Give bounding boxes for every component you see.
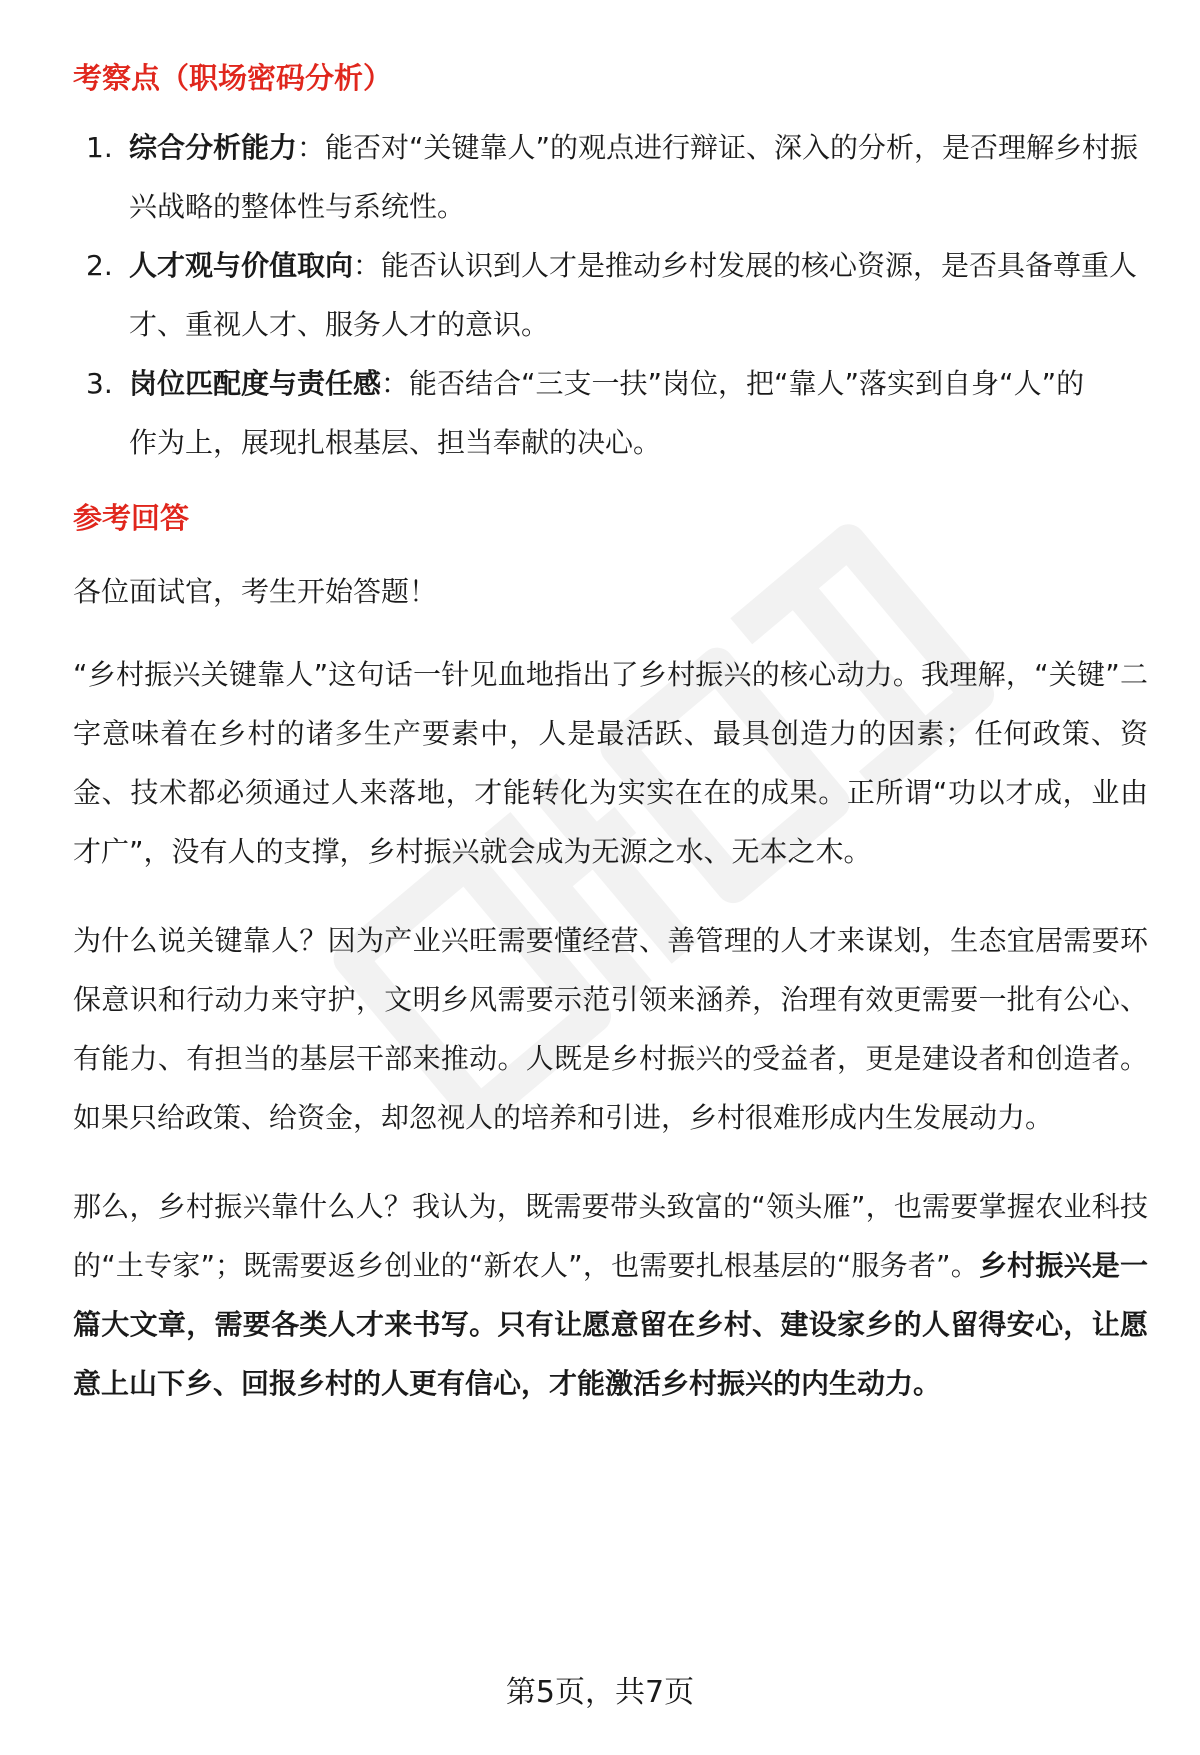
list-item-number: 1. [86,131,113,164]
list-item-separator: ： [353,249,382,282]
list-item [73,118,1148,236]
list-item-number: 3. [86,367,113,400]
document-content [73,58,1148,1443]
list-item-title: 岗位匹配度与责任感 [129,367,382,400]
list-item-separator: ： [381,367,410,400]
paragraph-3 [73,1177,1148,1413]
exam-points-list [73,118,1148,472]
answer-heading: 参考回答 [73,501,190,535]
exam-points-heading: 考察点（职场密码分析） [73,61,393,95]
list-item-text: 能否对“关键靠人”的观点进行辩证、深入的分析，是否理解乡村振兴战略的整体性与系统性。 [129,131,1139,223]
list-item-number: 2. [86,249,113,282]
list-item [73,354,1148,472]
paragraph-1: “乡村振兴关键靠人”这句话一针见血地指出了乡村振兴的核心动力。我理解，“关键”二字意味着在乡村的诸多生产要素中，人是最活跃、最具创造力的因素；任何政策、资金、技术都必须通过人来落地，才能转化为实实在在的成果。正所谓“功以才成，业由才广”，没有人的支撑，乡村振兴就会成为无源之水、无本之木。 [73,658,1148,868]
list-item-title: 综合分析能力 [129,131,298,164]
list-item-text: 能否结合“三支一扶”岗位，把“靠人”落实到自身“人”的作为上，展现扎根基层、担当奉献的决心。 [129,367,1085,459]
list-item-title: 人才观与价值取向 [129,249,354,282]
paragraph-3-bold: 乡村振兴是一篇大文章，需要各类人才来书写。只有让愿意留在乡村、建设家乡的人留得安心，让愿意上山下乡、回报乡村的人更有信心，才能激活乡村振兴的内生动力。 [73,1249,1148,1400]
list-item-separator: ： [297,131,326,164]
page-number: 第5页，共7页 [505,1675,695,1710]
paragraph-2: 为什么说关键靠人？因为产业兴旺需要懂经营、善管理的人才来谋划，生态宜居需要环保意识和行动力来守护，文明乡风需要示范引领来涵养，治理有效更需要一批有公心、有能力、有担当的基层干部来推动。人既是乡村振兴的受益者，更是建设者和创造者。如果只给政策、给资金，却忽视人的培养和引进，乡村很难形成内生发展动力。 [73,924,1148,1134]
list-item-text: 能否认识到人才是推动乡村发展的核心资源，是否具备尊重人才、重视人才、服务人才的意识。 [129,249,1138,341]
greeting-text: 各位面试官，考生开始答题！ [73,575,438,608]
list-item [73,236,1148,354]
paragraph-3-normal: 那么，乡村振兴靠什么人？我认为，既需要带头致富的“领头雁”，也需要掌握农业科技的“土专家”；既需要返乡创业的“新农人”，也需要扎根基层的“服务者”。 [73,1190,1148,1282]
